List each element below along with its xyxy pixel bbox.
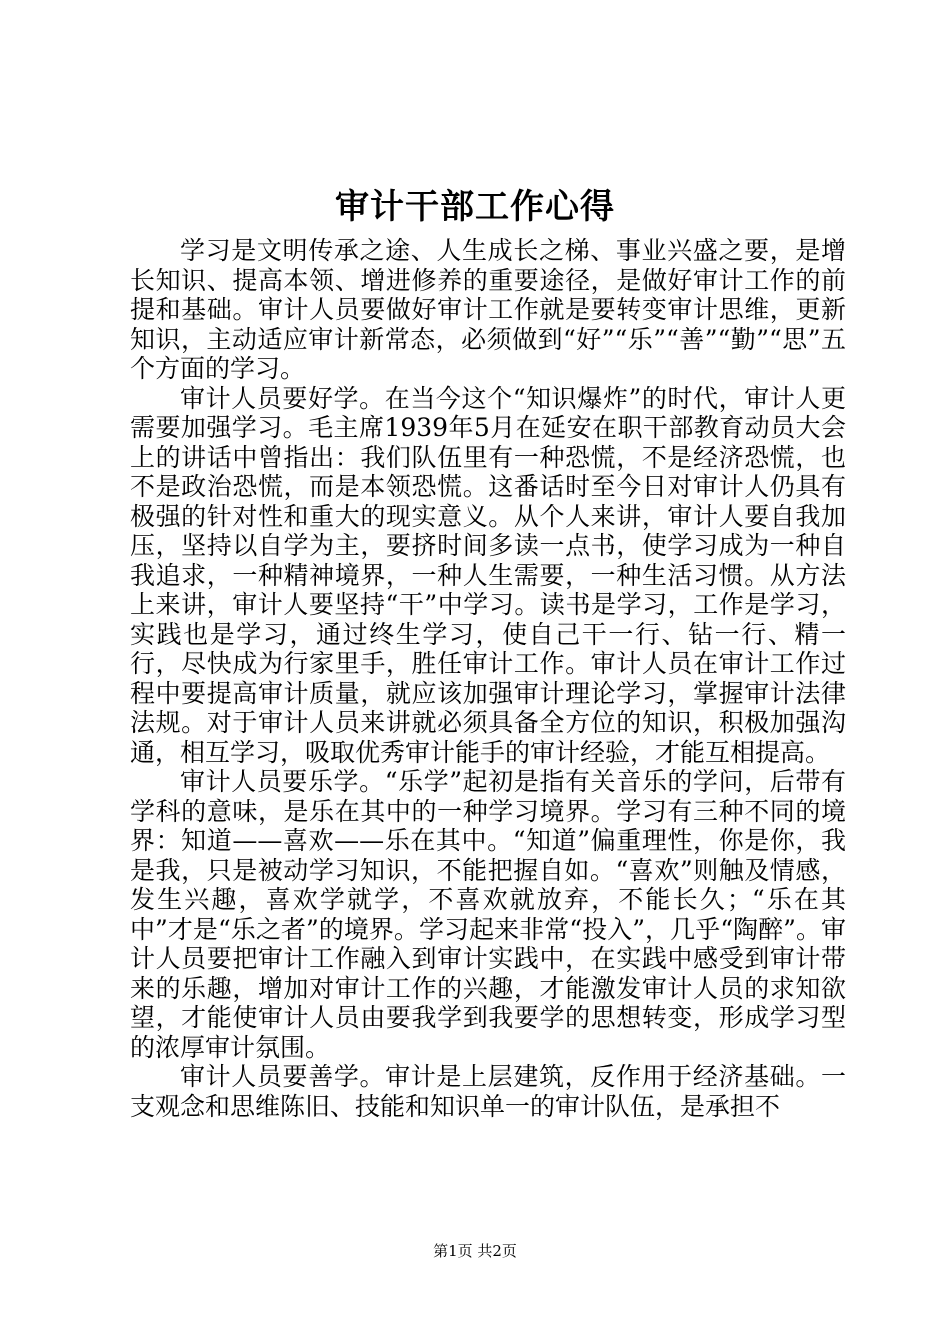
document-body (130, 236, 846, 1121)
paragraph: 学习是文明传承之途、人生成长之梯、事业兴盛之要，是增长知识、提高本领、增进修养的重要途径，是做好审计工作的前提和基础。审计人员要做好审计工作就是要转变审计思维，更新知识，主动适应审计新常态，必须做到“好”“乐”“善”“勤”“思”五个方面的学习。 (130, 236, 846, 383)
paragraph: 审计人员要好学。在当今这个“知识爆炸”的时代，审计人更需要加强学习。毛主席1939年5月在延安在职干部教育动员大会上的讲话中曾指出：我们队伍里有一种恐慌，不是经济恐慌，也不是政治恐慌，而是本领恐慌。这番话时至今日对审计人仍具有极强的针对性和重大的现实意义。从个人来讲，审计人要自我加压，坚持以自学为主，要挤时间多读一点书，使学习成为一种自我追求，一种精神境界，一种人生需要，一种生活习惯。从方法上来讲，审计人要坚持“干”中学习。读书是学习，工作是学习，实践也是学习，通过终生学习，使自己干一行、钻一行、精一行，尽快成为行家里手，胜任审计工作。审计人员在审计工作过程中要提高审计质量，就应该加强审计理论学习，掌握审计法律法规。对于审计人员来讲就必须具备全方位的知识，积极加强沟通，相互学习，吸取优秀审计能手的审计经验，才能互相提高。 (130, 383, 846, 767)
paragraph: 审计人员要善学。审计是上层建筑，反作用于经济基础。一支观念和思维陈旧、技能和知识单一的审计队伍，是承担不 (130, 1062, 846, 1121)
paragraph: 审计人员要乐学。“乐学”起初是指有关音乐的学问，后带有学科的意味，是乐在其中的一种学习境界。学习有三种不同的境界：知道——喜欢——乐在其中。“知道”偏重理性，你是你，我是我，只是被动学习知识，不能把握自如。“喜欢”则触及情感，发生兴趣，喜欢学就学，不喜欢就放弃，不能长久；“乐在其中”才是“乐之者”的境界。学习起来非常“投入”，几乎“陶醉”。审计人员要把审计工作融入到审计实践中，在实践中感受到审计带来的乐趣，增加对审计工作的兴趣，才能激发审计人员的求知欲望，才能使审计人员由要我学到我要学的思想转变，形成学习型的浓厚审计氛围。 (130, 767, 846, 1062)
document-title: 审计干部工作心得 (335, 187, 615, 227)
page-number-footer: 第1页 共2页 (433, 1242, 517, 1260)
